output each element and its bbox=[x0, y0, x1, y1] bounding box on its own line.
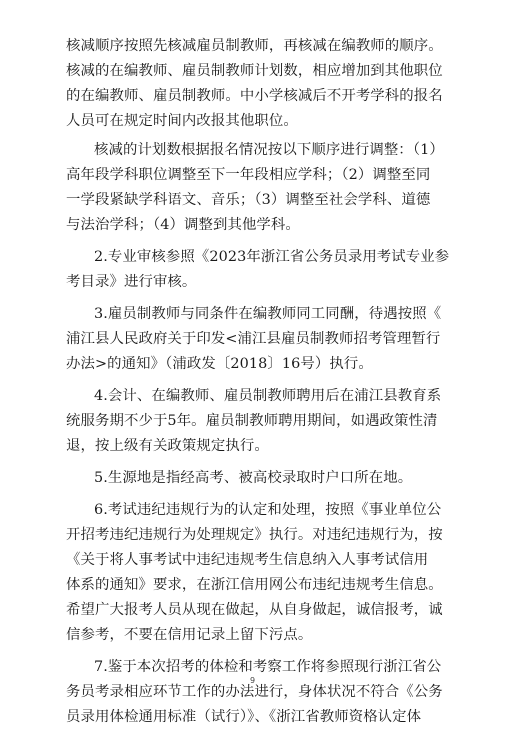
text-line: 人员可在规定时间内改报其他职位。 bbox=[66, 113, 298, 129]
paragraph-reduction-order bbox=[66, 34, 458, 134]
text-line: 核减的计划数根据报名情况按以下顺序进行调整：（1） bbox=[94, 142, 444, 158]
paragraph-item-3 bbox=[66, 302, 458, 377]
text-line: 务员考录相应环节工作的办法进行，身体状况不符合《公务 bbox=[66, 684, 443, 700]
text-line: 开招考违纪违规行为处理规定》执行。对违纪违规行为，按 bbox=[66, 527, 443, 543]
text-line: 4.会计、在编教师、雇员制教师聘用后在浦江县教育系 bbox=[94, 388, 442, 404]
text-line: 浦江县人民政府关于印发<浦江县雇员制教师招考管理暂行 bbox=[66, 331, 441, 347]
document-body bbox=[66, 34, 458, 730]
text-line: 2.专业审核参照《2023年浙江省公务员录用考试专业参 bbox=[94, 249, 450, 265]
text-line: 员录用体检通用标准（试行）》、《浙江省教师资格认定体 bbox=[66, 709, 422, 725]
text-line: 与法治学科；（4）调整到其他学科。 bbox=[66, 217, 300, 233]
paragraph-item-2 bbox=[66, 245, 458, 295]
paragraph-item-7 bbox=[66, 655, 458, 730]
text-line: 信参考，不要在信用记录上留下污点。 bbox=[66, 627, 313, 643]
text-line: 高年段学科职位调整至下一年段相应学科；（2）调整至同 bbox=[66, 167, 431, 183]
paragraph-adjustment-sequence bbox=[66, 138, 458, 238]
page-number: 9 bbox=[249, 676, 256, 685]
text-line: 一学段紧缺学科语文、音乐；（3）调整至社会学科、道德 bbox=[66, 192, 431, 208]
text-line: 体系的通知》要求，在浙江信用网公布违纪违规考生信息。 bbox=[66, 577, 443, 593]
text-line: 《关于将人事考试中违纪违规考生信息纳入人事考试信用 bbox=[66, 552, 429, 568]
text-line: 的在编教师、雇员制教师。中小学核减后不开考学科的报名 bbox=[66, 88, 443, 104]
text-line: 核减顺序按照先核减雇员制教师，再核减在编教师的顺序。 bbox=[66, 38, 443, 54]
paragraph-item-6 bbox=[66, 498, 458, 648]
text-line: 考目录》进行审核。 bbox=[66, 274, 197, 290]
text-line: 5.生源地是指经高考、被高校录取时户口所在地。 bbox=[94, 470, 413, 486]
paragraph-item-4 bbox=[66, 384, 458, 459]
text-line: 3.雇员制教师与同条件在编教师同工同酬，待遇按照《 bbox=[94, 306, 442, 322]
text-line: 核减的在编教师、雇员制教师计划数，相应增加到其他职位 bbox=[66, 63, 443, 79]
text-line: 6.考试违纪违规行为的认定和处理，按照《事业单位公 bbox=[94, 502, 442, 518]
text-line: 办法>的通知》（浦政发〔2018〕16号）执行。 bbox=[66, 356, 373, 372]
text-line: 希望广大报考人员从现在做起，从自身做起，诚信报考，诚 bbox=[66, 602, 443, 618]
text-line: 7.鉴于本次招考的体检和考察工作将参照现行浙江省公 bbox=[94, 659, 442, 675]
text-line: 退，按上级有关政策规定执行。 bbox=[66, 438, 269, 454]
paragraph-item-5 bbox=[66, 466, 458, 491]
text-line: 统服务期不少于5年。雇员制教师聘用期间，如遇政策性清 bbox=[66, 413, 438, 429]
